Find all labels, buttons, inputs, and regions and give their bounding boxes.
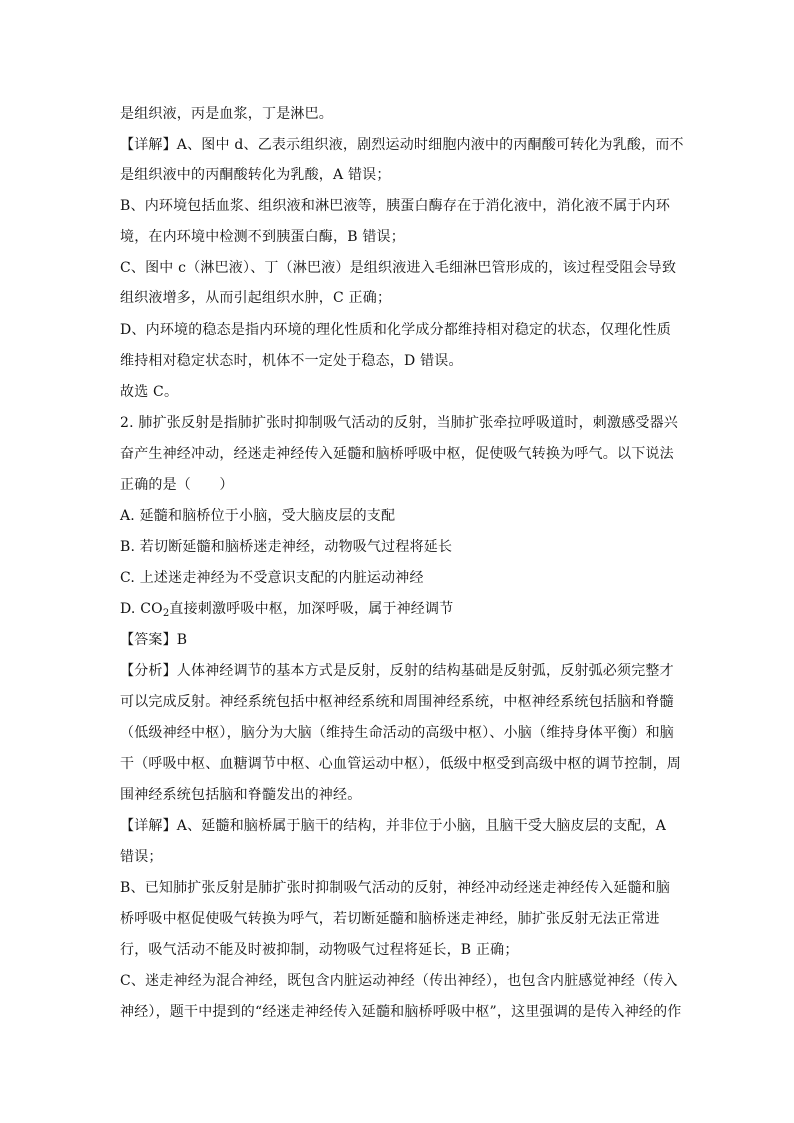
text-line: C、图中 c（淋巴液）、丁（淋巴液）是组织液进入毛细淋巴管形成的，该过程受阻会导致 [120,260,677,276]
question-text: 正确的是（ ） [120,477,234,493]
detail-text: B、已知肺扩张反射是肺扩张时抑制吸气活动的反射，神经冲动经迷走神经传入延髓和脑 [120,880,671,896]
text-line: 境，在内环境中检测不到胰蛋白酶，B 错误； [120,229,405,245]
text-line: B、内环境包括血浆、组织液和淋巴液等，胰蛋白酶存在于消化液中，消化液不属于内环 [120,198,671,214]
option-c: C. 上述迷走神经为不受意识支配的内脏运动神经 [120,570,424,586]
option-b: B. 若切断延髓和脑桥迷走神经，动物吸气过程将延长 [120,539,453,555]
text-line: 组织液增多，从而引起组织水肿，C 正确； [120,290,392,306]
answer-line: 【答案】B [120,632,188,648]
detail-text: 桥呼吸中枢促使吸气转换为呼气，若切断延髓和脑桥迷走神经，肺扩张反射无法正常进 [120,911,660,927]
analysis-text: 【分析】人体神经调节的基本方式是反射，反射的结构基础是反射弧，反射弧必须完整才 [120,663,674,679]
question-text: 2. 肺扩张反射是指肺扩张时抑制吸气活动的反射，当肺扩张牵拉呼吸道时，刺激感受器兴 [120,415,679,431]
question-text: 奋产生神经冲动，经迷走神经传入延髓和脑桥呼吸中枢，促使吸气转换为呼气。以下说法 [120,446,674,462]
option-d-prefix: D. CO [120,601,163,617]
text-line: 是组织液中的丙酮酸转化为乳酸，A 错误； [120,167,391,183]
option-d [120,599,680,619]
text-line: 故选 C。 [120,384,179,400]
text-line: 维持相对稳定状态时，机体不一定处于稳态，D 错误。 [120,353,463,369]
analysis-text: 干（呼吸中枢、血糖调节中枢、心血管运动中枢），低级中枢受到高级中枢的调节控制，周 [120,756,681,772]
text-line: D、内环境的稳态是指内环境的理化性质和化学成分都维持相对稳定的状态，仅理化性质 [120,322,672,338]
detail-text: 错误； [120,849,163,865]
detail-text: 【详解】A、延髓和脑桥属于脑干的结构，并非位于小脑，且脑干受大脑皮层的支配，A [120,818,667,834]
option-d-suffix: 直接刺激呼吸中枢，加深呼吸，属于神经调节 [169,601,454,617]
analysis-text: 围神经系统包括脑和脊髓发出的神经。 [120,787,362,803]
text-line: 是组织液，丙是血浆，丁是淋巴。 [120,106,333,122]
detail-text: 行，吸气活动不能及时被抑制，动物吸气过程将延长，B 正确； [120,942,519,958]
text-line: 【详解】A、图中 d、乙表示组织液，剧烈运动时细胞内液中的丙酮酸可转化为乳酸，而不 [120,137,684,153]
analysis-text: 可以完成反射。神经系统包括中枢神经系统和周围神经系统，中枢神经系统包括脑和脊髓 [120,694,674,710]
analysis-text: （低级神经中枢），脑分为大脑（维持生命活动的高级中枢）、小脑（维持身体平衡）和脑 [120,725,674,741]
detail-text: C、迷走神经为混合神经，既包含内脏运动神经（传出神经），也包含内脏感觉神经（传入 [120,973,678,989]
option-d-subscript: 2 [162,608,170,619]
option-a: A. 延髓和脑桥位于小脑，受大脑皮层的支配 [120,508,396,524]
detail-text: 神经），题干中提到的“经迷走神经传入延髓和脑桥呼吸中枢”，这里强调的是传入神经的作 [120,1004,682,1020]
